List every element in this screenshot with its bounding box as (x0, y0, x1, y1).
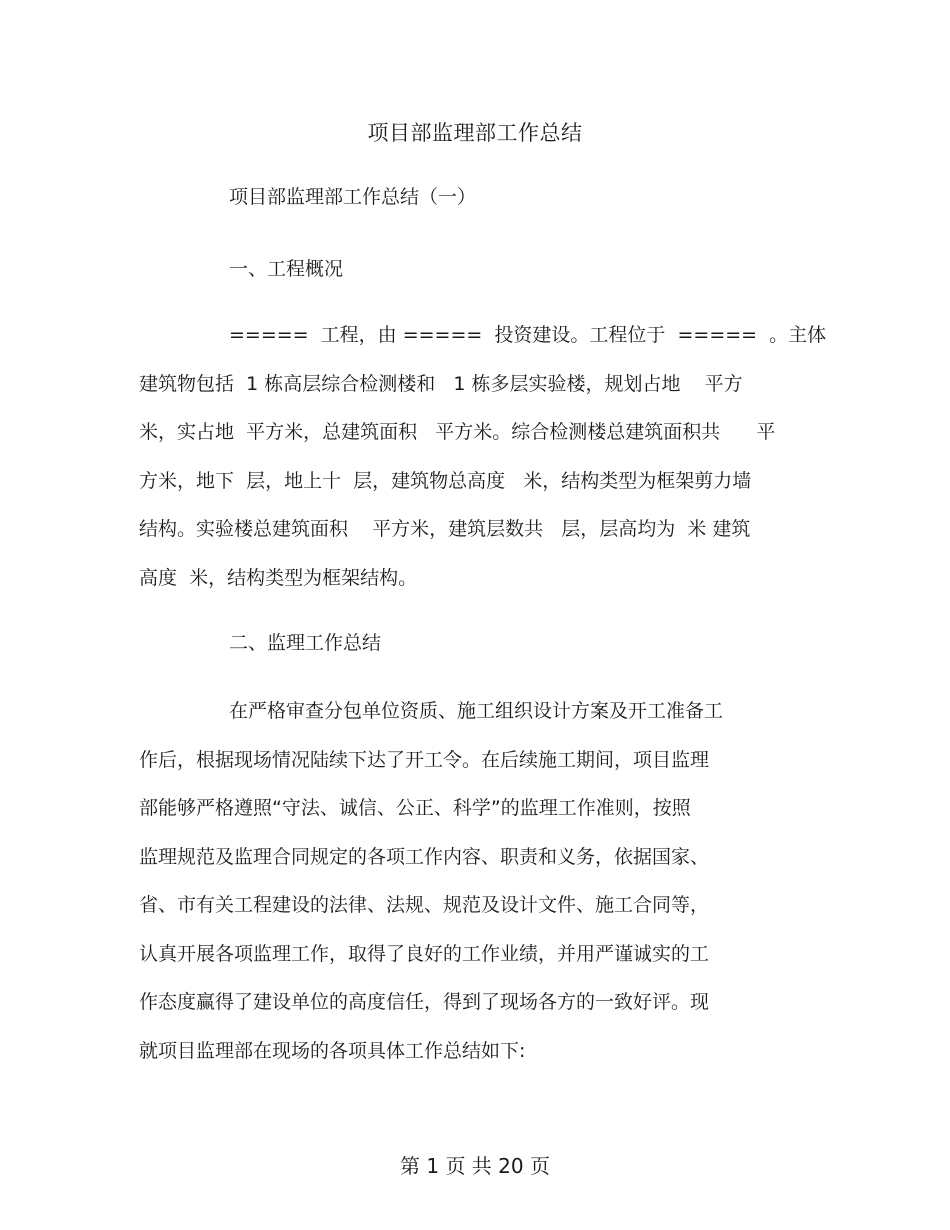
section-heading-overview: 一、工程概况 (229, 258, 344, 280)
paragraph-line: 就项目监理部在现场的各项具体工作总结如下: (139, 1039, 526, 1062)
paragraph-line: 结构。实验楼总建筑面积 平方米，建筑层数共 层，层高均为 米 建筑 (139, 518, 751, 540)
paragraph-overview (139, 320, 826, 611)
paragraph-line: 方米，地下 层，地上十 层，建筑物总高度 米，结构类型为框架剪力墙 (139, 469, 752, 492)
paragraph-line: ===== 工程，由 ===== 投资建设。工程位于 ===== 。主体 (229, 324, 827, 346)
document-subtitle: 项目部监理部工作总结（一） (229, 186, 477, 208)
paragraph-line: 省、市有关工程建设的法律、法规、规范及设计文件、施工合同等， (139, 894, 710, 916)
page-footer: 第 1 页 共 20 页 (400, 1154, 550, 1178)
section-heading-summary: 二、监理工作总结 (229, 632, 382, 654)
document-title: 项目部监理部工作总结 (367, 121, 583, 145)
paragraph-line: 在严格审查分包单位资质、施工组织设计方案及开工准备工 (229, 700, 724, 722)
paragraph-line: 作态度赢得了建设单位的高度信任，得到了现场各方的一致好评。现 (139, 991, 710, 1013)
paragraph-line: 米，实占地 平方米，总建筑面积 平方米。综合检测楼总建筑面积共 平 (139, 421, 776, 443)
paragraph-summary (139, 696, 723, 1084)
paragraph-line: 建筑物包括 1 栋高层综合检测楼和 1 栋多层实验楼，规划占地 平方 (139, 372, 743, 395)
paragraph-line: 高度 米，结构类型为框架结构。 (139, 566, 418, 589)
paragraph-line: 作后，根据现场情况陆续下达了开工令。在后续施工期间，项目监理 (139, 748, 710, 771)
paragraph-line: 认真开展各项监理工作，取得了良好的工作业绩，并用严谨诚实的工 (139, 942, 710, 965)
paragraph-line: 部能够严格遵照“守法、诚信、公正、科学”的监理工作准则，按照 (139, 797, 691, 819)
paragraph-line: 监理规范及监理合同规定的各项工作内容、职责和义务，依据国家、 (139, 845, 710, 868)
